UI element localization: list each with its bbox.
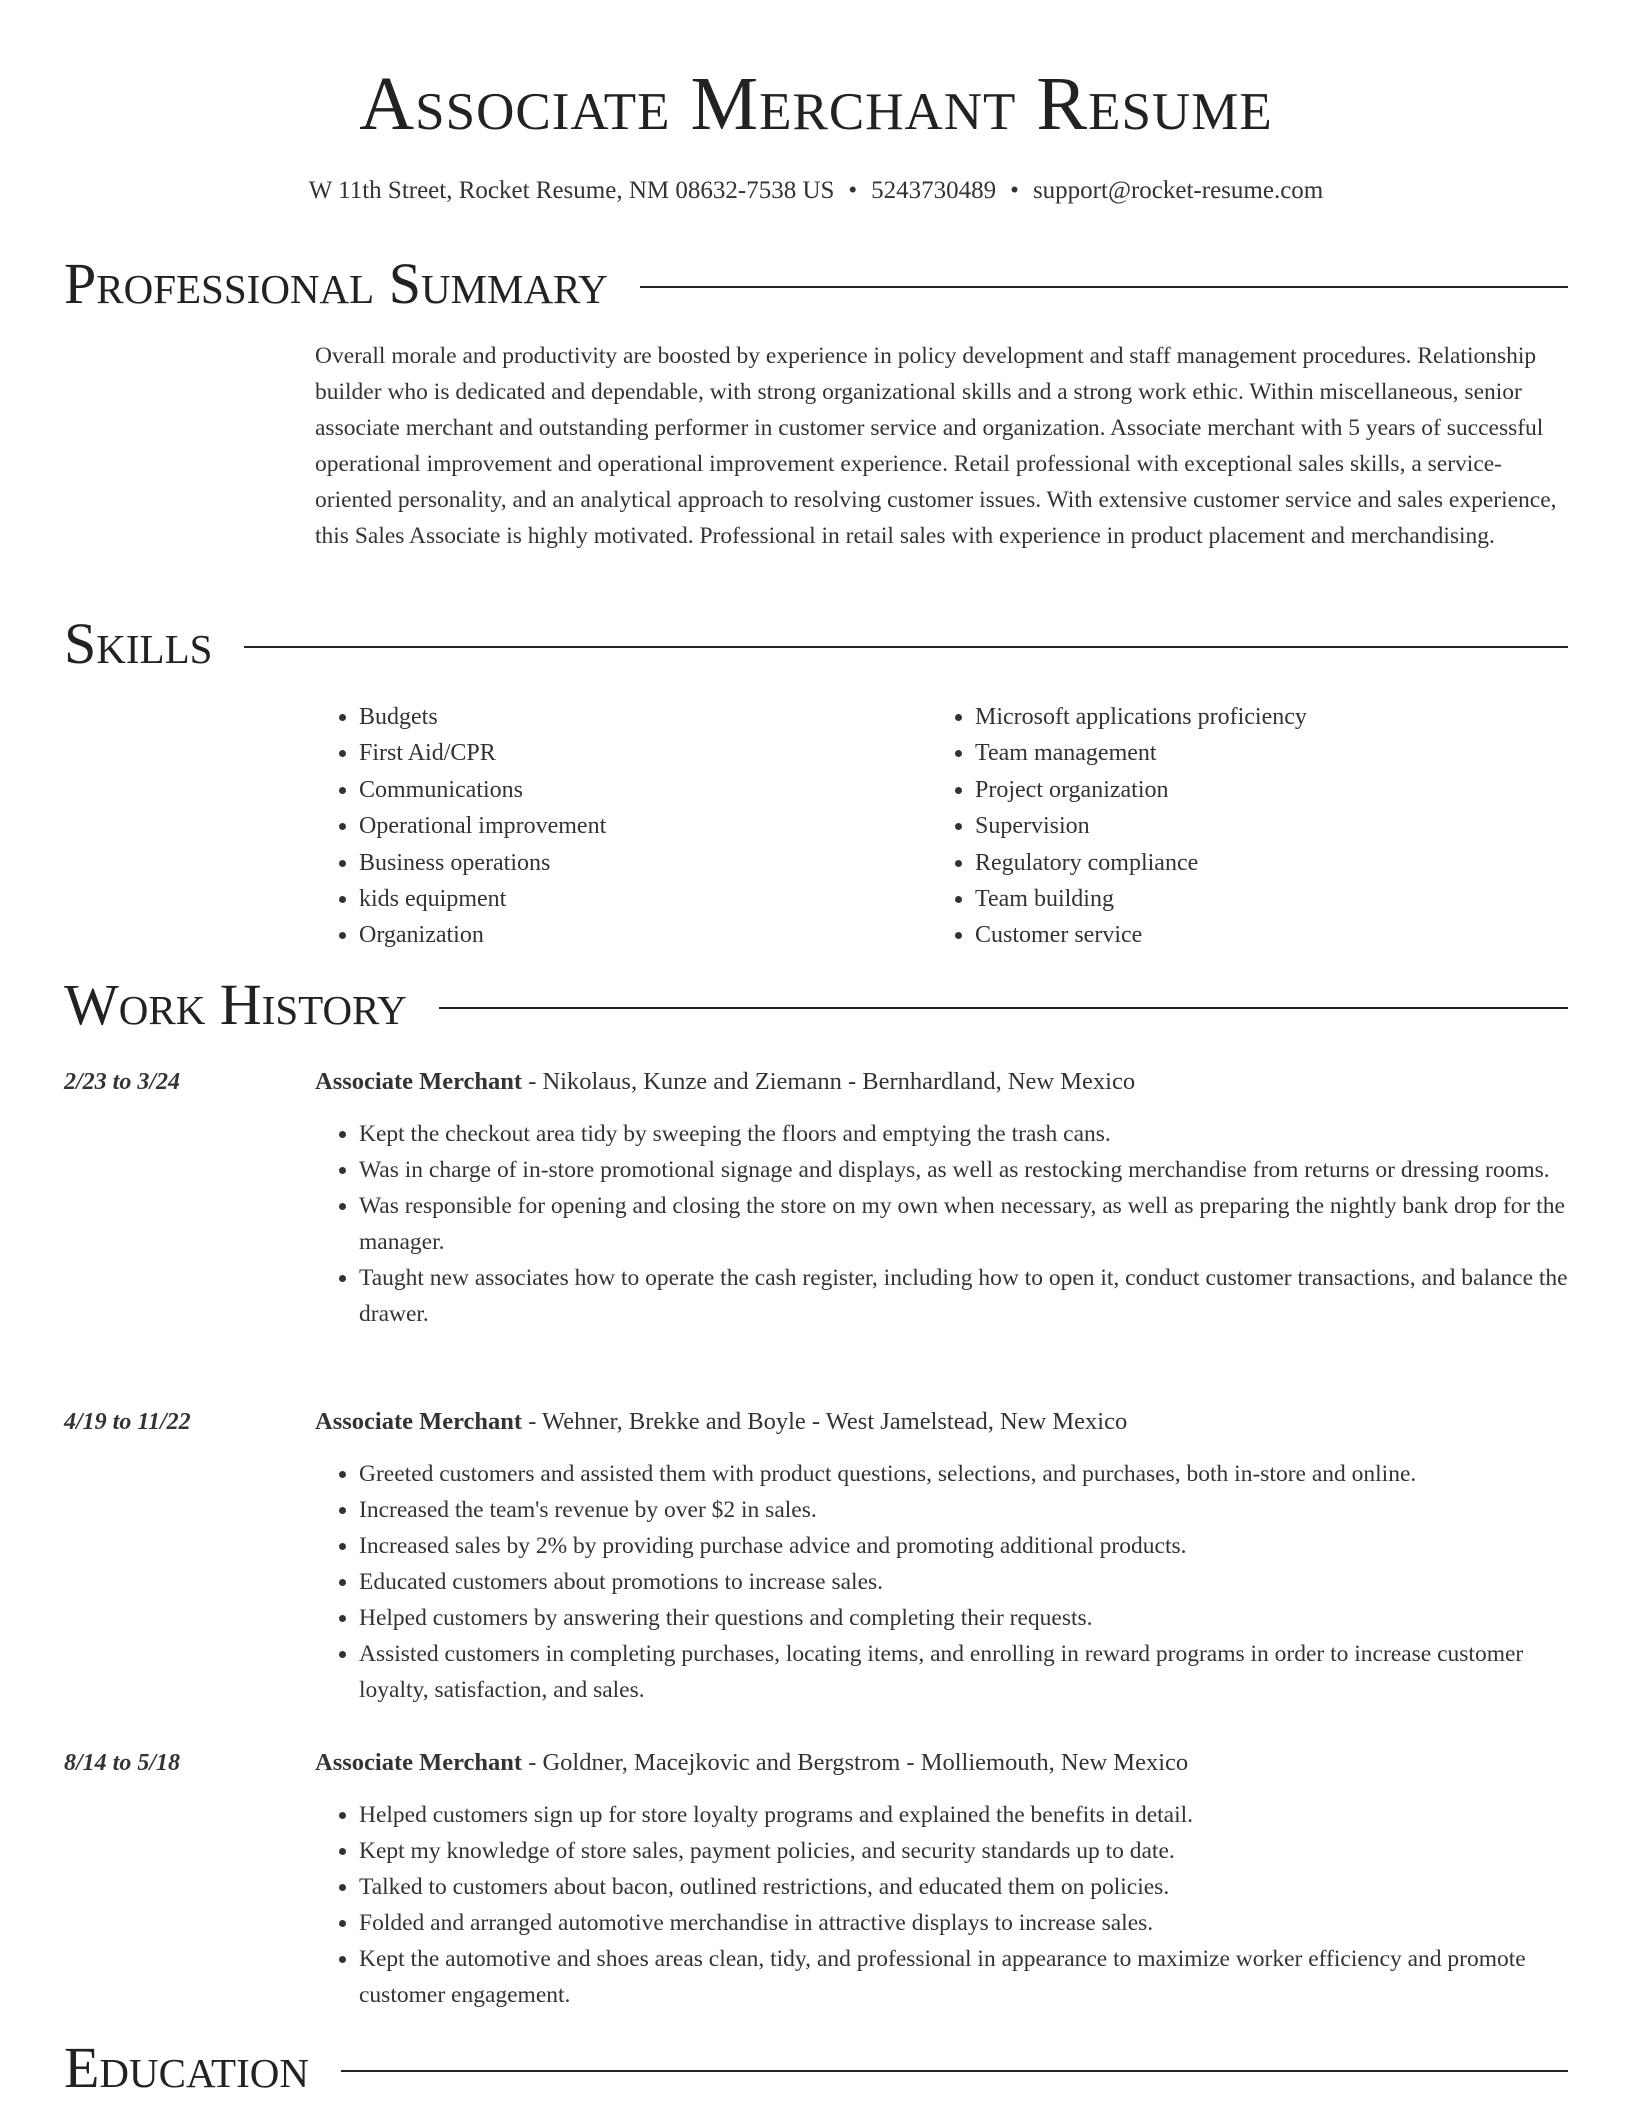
skill-item: • Organization: [359, 917, 919, 953]
skill-item: • Budgets: [359, 699, 919, 735]
contact-email: support@rocket-resume.com: [1032, 177, 1324, 204]
job-duty: • Increased the team's revenue by over $2 in sales.: [359, 1492, 1568, 1528]
skill-item: • Customer service: [975, 917, 1575, 953]
skill-item: • Regulatory compliance: [975, 845, 1575, 881]
skill-item: • First Aid/CPR: [359, 735, 919, 771]
skill-item: • Project organization: [975, 772, 1575, 808]
contact-address: W 11th Street, Rocket Resume, NM 08632-7538 US: [308, 177, 835, 204]
section-divider: [341, 2070, 1568, 2072]
skill-item: • Team management: [975, 735, 1575, 771]
job-duties: [315, 1456, 1568, 1708]
job-title: Associate Merchant: [315, 1749, 523, 1776]
summary-text: Overall morale and productivity are boosted by experience in policy development and staff management procedures. Relationship builder who is dedicated and dependable, with strong organizational skills and a strong work ethic. Within miscellaneous, senior associate merchant and outstanding performer in customer service and organization. Associate merchant with 5 years of successful operational improvement and operational improvement experience. Retail professional with exceptional sales skills, a service-oriented personality, and an analytical approach to resolving customer issues. With extensive customer service and sales experience, this Sales Associate is highly motivated. Professional in retail sales with experience in product placement and merchandising.: [315, 343, 1557, 549]
job-duty: • Helped customers by answering their questions and completing their requests.: [359, 1600, 1568, 1636]
job-heading: [315, 1064, 1568, 1100]
job-duties: [315, 1116, 1568, 1332]
skill-item: • Team building: [975, 881, 1575, 917]
job-duty: • Was in charge of in-store promotional signage and displays, as well as restocking merchandise from returns or dressing rooms.: [359, 1152, 1568, 1188]
section-header-education: [64, 2036, 1568, 2100]
skills-list-left: [315, 699, 919, 954]
section-title-skills: Skills: [64, 611, 213, 676]
section-header-summary: [64, 252, 1568, 316]
job-title: Associate Merchant: [315, 1408, 523, 1435]
job-duty: • Folded and arranged automotive merchandise in attractive displays to increase sales.: [359, 1905, 1568, 1941]
section-header-skills: [64, 612, 1568, 676]
job-duty: • Kept my knowledge of store sales, payment policies, and security standards up to date.: [359, 1833, 1568, 1869]
job-employer: - Nikolaus, Kunze and Ziemann - Bernhardland, New Mexico: [522, 1068, 1136, 1095]
contact-phone: 5243730489: [871, 177, 997, 204]
job-dates: 4/19 to 11/22: [64, 1409, 191, 1435]
contact-separator: •: [848, 177, 858, 204]
job-duty: • Increased sales by 2% by providing purchase advice and promoting additional products.: [359, 1528, 1568, 1564]
resume-title: Associate Merchant Resume: [359, 62, 1273, 146]
section-title-summary: Professional Summary: [64, 251, 608, 316]
skill-item: • kids equipment: [359, 881, 919, 917]
job-duty: • Talked to customers about bacon, outlined restrictions, and educated them on policies.: [359, 1869, 1568, 1905]
skill-item: • Business operations: [359, 845, 919, 881]
job-duty: • Kept the checkout area tidy by sweeping the floors and emptying the trash cans.: [359, 1116, 1568, 1152]
skill-item: • Operational improvement: [359, 808, 919, 844]
job-dates: 8/14 to 5/18: [64, 1750, 181, 1776]
skill-item: • Supervision: [975, 808, 1575, 844]
skills-list-right: [931, 699, 1575, 954]
job-duties: [315, 1797, 1568, 2013]
job-duty: • Assisted customers in completing purchases, locating items, and enrolling in reward programs in order to increase customer loyalty, satisfaction, and sales.: [359, 1636, 1568, 1708]
job-duty: • Kept the automotive and shoes areas clean, tidy, and professional in appearance to maximize worker efficiency and promote customer engagement.: [359, 1941, 1568, 2013]
contact-info: [0, 175, 1632, 207]
contact-separator: •: [1010, 177, 1019, 204]
job-duty: • Educated customers about promotions to increase sales.: [359, 1564, 1568, 1600]
section-divider: [640, 286, 1568, 288]
job-title: Associate Merchant: [315, 1068, 523, 1095]
job-heading: [315, 1404, 1568, 1440]
section-title-work-history: Work History: [64, 972, 407, 1037]
section-divider: [439, 1007, 1568, 1009]
section-header-work-history: [64, 973, 1568, 1037]
skill-item: • Microsoft applications proficiency: [975, 699, 1575, 735]
job-duty: • Was responsible for opening and closing the store on my own when necessary, as well as preparing the nightly bank drop for the manager.: [359, 1188, 1568, 1260]
job-employer: - Wehner, Brekke and Boyle - West Jamelstead, New Mexico: [522, 1408, 1128, 1435]
job-heading: [315, 1745, 1568, 1781]
job-duty: • Helped customers sign up for store loyalty programs and explained the benefits in detail.: [359, 1797, 1568, 1833]
job-employer: - Goldner, Macejkovic and Bergstrom - Molliemouth, New Mexico: [522, 1749, 1189, 1776]
job-duty: • Taught new associates how to operate the cash register, including how to open it, conduct customer transactions, and balance the drawer.: [359, 1260, 1568, 1332]
section-divider: [244, 646, 1568, 648]
skill-item: • Communications: [359, 772, 919, 808]
job-dates: 2/23 to 3/24: [64, 1069, 181, 1095]
job-duty: • Greeted customers and assisted them with product questions, selections, and purchases, both in-store and online.: [359, 1456, 1568, 1492]
section-title-education: Education: [64, 2035, 309, 2100]
